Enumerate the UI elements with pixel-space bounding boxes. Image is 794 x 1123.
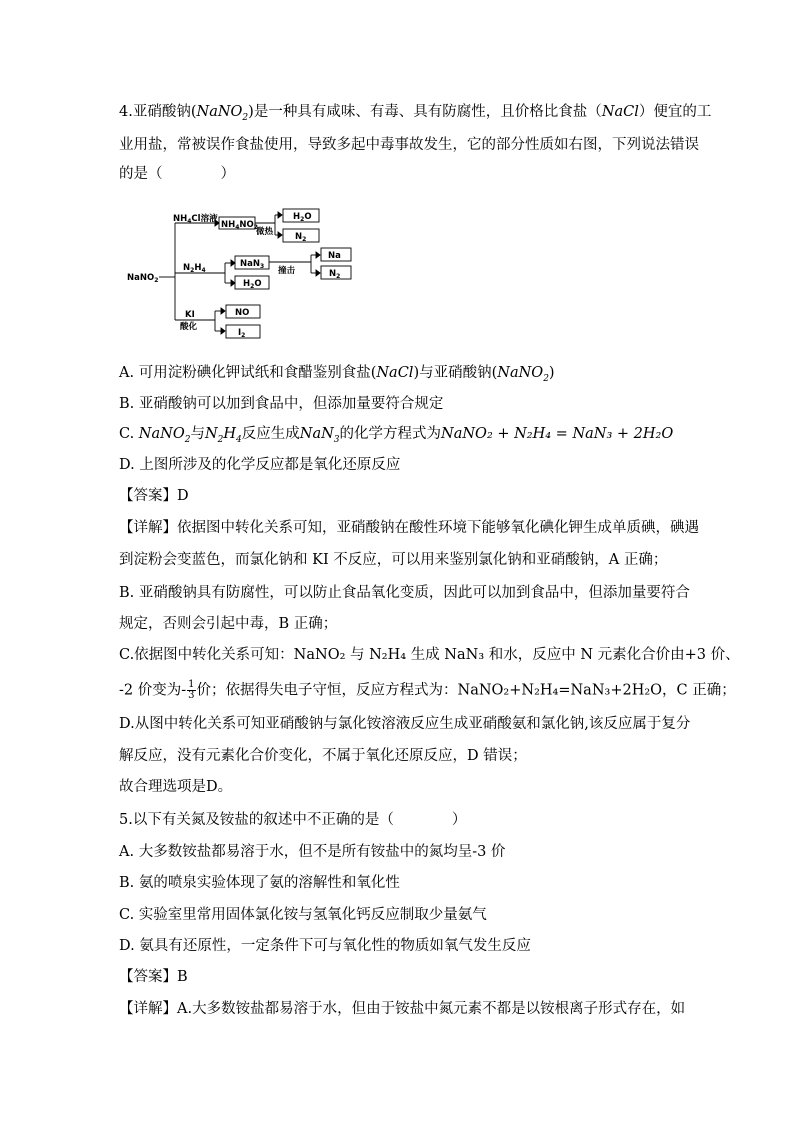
reaction-diagram xyxy=(125,205,365,345)
fraction-one-third: $\frac{1}{3}$ xyxy=(188,679,195,701)
q5-option-d: D. 氨具有还原性，一定条件下可与氧化性的物质如氧气发生反应 xyxy=(119,938,531,954)
q5-option-b: B. 氨的喷泉实验体现了氨的溶解性和氧化性 xyxy=(119,875,400,891)
q5-option-a: A. 大多数铵盐都易溶于水，但不是所有铵盐中的氮均呈-3 价 xyxy=(119,844,506,860)
q4-option-b: B. 亚硝酸钠可以加到食品中，但添加量要符合规定 xyxy=(119,396,444,412)
q5-answer: 【答案】B xyxy=(119,969,188,985)
q4-explanation-9: 故合理选项是D。 xyxy=(119,779,233,795)
q4-option-a: A. 可用淀粉碘化钾试纸和食醋鉴别食盐(NaCl)与亚硝酸钠(NaNO$_2$) xyxy=(119,365,555,384)
n2-product-2: $N_2$ xyxy=(329,269,341,280)
i2-product: $I_2$ xyxy=(238,328,246,339)
q4-explanation-4: 规定，否则会引起中毒，B 正确； xyxy=(119,616,338,632)
no-product: NO xyxy=(235,308,250,318)
q5-explanation-1: 【详解】A.大多数铵盐都易溶于水，但由于铵盐中氮元素不都是以铵根离子形式存在，如 xyxy=(119,1001,686,1017)
q4-explanation-5: C.依据图中转化关系可知：NaNO₂ 与 N₂H₄ 生成 NaN₃ 和水，反应中 N 元素化合价由+3 价、 xyxy=(119,647,740,663)
q5-stem: 5.以下有关氮及铵盐的叙述中不正确的是（ ） xyxy=(119,812,467,828)
n2h4-label: $N_2H_4$ xyxy=(183,263,206,274)
q4-explanation-8: 解反应，没有元素化合价变化，不属于氧化还原反应，D 错误； xyxy=(119,748,527,764)
nano2-label: NaNO$_2$ xyxy=(127,273,159,284)
q4-explanation-7: D.从图中转化关系可知亚硝酸钠与氯化铵溶液反应生成亚硝酸氨和氯化钠,该反应属于复分 xyxy=(119,716,691,732)
q4-explanation-3: B. 亚硝酸钠具有防腐性，可以防止食品氧化变质，因此可以加到食品中，但添加量要符合 xyxy=(119,585,690,601)
q4-answer: 【答案】D xyxy=(119,488,189,504)
q4-stem-line3: 的是（ ） xyxy=(119,166,235,182)
q4-stem-line2: 业用盐，常被误作食盐使用，导致多起中毒事故发生，它的部分性质如右图，下列说法错误 xyxy=(119,137,699,153)
strike-label: 撞击 xyxy=(278,266,296,276)
q4-option-d: D. 上图所涉及的化学反应都是氧化还原反应 xyxy=(119,457,401,473)
q4-explanation-2: 到淀粉会变蓝色，而氯化钠和 KI 不反应，可以用来鉴别氯化钠和亚硝酸钠，A 正确； xyxy=(119,552,668,568)
heat-label: 微热 xyxy=(256,227,274,237)
q4-option-c: C. NaNO$_2$与$N_2H_4$反应生成NaN$_3$的化学方程式为NaNO₂ + N₂H₄ = NaN₃ + 2H₂O xyxy=(119,426,674,445)
nh4no2-label: $NH_4NO_2$ xyxy=(221,220,258,231)
ki-label: KI xyxy=(185,310,195,320)
na-product: Na xyxy=(328,251,341,261)
nh4cl-label: $NH_4Cl$溶液 xyxy=(173,214,218,225)
nan3-box: NaN$_3$ xyxy=(240,259,265,270)
q4-explanation-1: 【详解】依据图中转化关系可知，亚硝酸钠在酸性环境下能够氧化碘化钾生成单质碘，碘遇 xyxy=(119,520,699,536)
q4-stem-line1: 4.亚硝酸钠(NaNO$_2$)是一种具有咸味、有毒、具有防腐性，且价格比食盐（NaCl）便宜的工 xyxy=(119,104,712,123)
q4-explanation-6: -2 价变为- $\frac{1}{3}$ 价；依据得失电子守恒，反应方程式为：NaNO₂+N₂H₄=NaN₃+2H₂O，C 正确； xyxy=(119,679,736,701)
h2o-product-2: $H_2O$ xyxy=(243,279,262,290)
q5-option-c: C. 实验室里常用固体氯化铵与氢氧化钙反应制取少量氨气 xyxy=(119,907,487,923)
acidify-label: 酸化 xyxy=(180,322,198,332)
n2-product-1: $N_2$ xyxy=(295,232,307,243)
h2o-product-1: $H_2O$ xyxy=(293,212,312,223)
